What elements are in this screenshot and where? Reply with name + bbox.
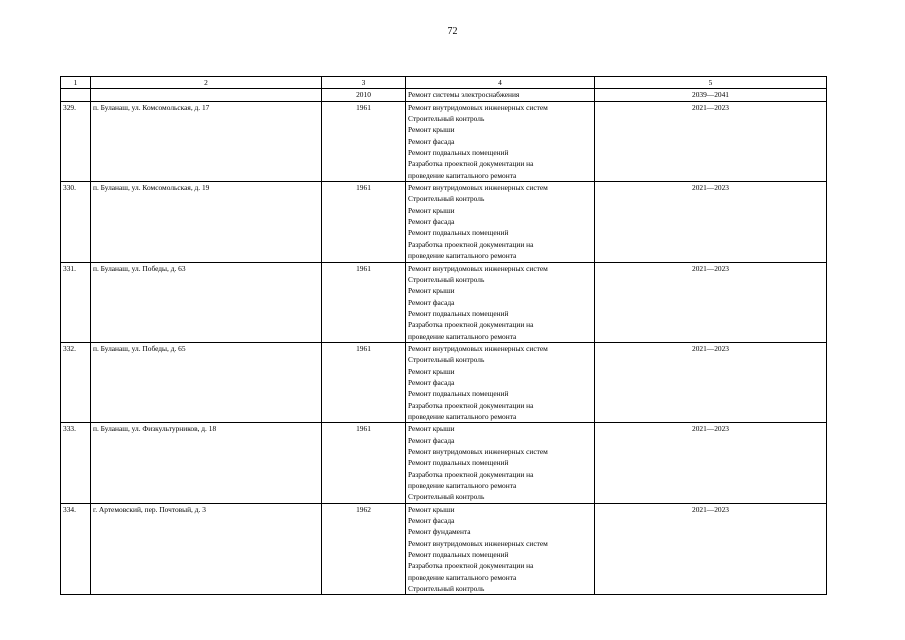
work-item: Ремонт подвальных помещений [408,148,509,158]
work-item: Ремонт крыши [408,366,455,376]
table-row [61,101,827,181]
work-item: Строительный контроль [408,274,485,284]
period-cell: 2021—2023 [595,101,827,181]
column-number-2: 2 [91,77,322,89]
continuation-year-cell: 2010 [322,89,406,101]
address-cell: п. Буланаш, ул. Физкультурников, д. 18 [91,423,322,503]
year-cell: 1961 [322,342,406,422]
work-item: Ремонт фасада [408,217,455,227]
column-number-1: 1 [61,77,91,89]
table-row [61,342,827,422]
period-cell: 2021—2023 [595,262,827,342]
column-number-5: 5 [595,77,827,89]
work-item: Разработка проектной документации на [408,400,534,410]
table-row [61,262,827,342]
works-cell [406,503,595,595]
work-item: Строительный контроль [408,492,485,502]
column-number-row [61,77,827,89]
year-cell: 1961 [322,423,406,503]
work-item: Ремонт внутридомовых инженерных систем [408,343,548,353]
work-item: Строительный контроль [408,114,485,124]
work-item: Разработка проектной документации на [408,561,534,571]
work-item: Разработка проектной документации на [408,239,534,249]
page-number: 72 [447,26,458,37]
works-cell [406,342,595,422]
work-item: Ремонт фасада [408,435,455,445]
work-item: Строительный контроль [408,194,485,204]
row-number-cell: 332. [61,342,91,422]
address-cell: п. Буланаш, ул. Победы, д. 63 [91,262,322,342]
work-item: Ремонт подвальных помещений [408,550,509,560]
work-item: Ремонт крыши [408,424,455,434]
work-item: проведение капитального ремонта [408,331,517,341]
work-item: проведение капитального ремонта [408,251,517,261]
period-cell: 2021—2023 [595,503,827,595]
continuation-num-cell [61,89,91,101]
continuation-period-cell: 2039—2041 [595,89,827,101]
work-item: Ремонт внутридомовых инженерных систем [408,538,548,548]
year-cell: 1961 [322,182,406,262]
work-item: Ремонт фасада [408,297,455,307]
works-cell [406,262,595,342]
work-item: проведение капитального ремонта [408,411,517,421]
work-item: Разработка проектной документации на [408,469,534,479]
work-item: проведение капитального ремонта [408,170,517,180]
address-cell: п. Буланаш, ул. Комсомольская, д. 19 [91,182,322,262]
work-item: Разработка проектной документации на [408,320,534,330]
work-item: Ремонт внутридомовых инженерных систем [408,447,548,456]
work-item: проведение капитального ремонта [408,572,517,582]
continuation-work-cell: Ремонт системы электроснабжения [406,89,595,101]
table-row [61,503,827,595]
table-row [61,423,827,503]
column-number-3: 3 [322,77,406,89]
work-item: Ремонт подвальных помещений [408,308,509,318]
year-cell: 1961 [322,262,406,342]
row-number-cell: 329. [61,101,91,181]
works-cell [406,182,595,262]
row-number-cell: 330. [61,182,91,262]
work-item: Ремонт фасада [408,377,455,387]
year-cell: 1961 [322,101,406,181]
table-row [61,182,827,262]
address-cell: п. Буланаш, ул. Комсомольская, д. 17 [91,101,322,181]
work-item: Ремонт внутридомовых инженерных систем [408,183,548,193]
row-number-cell: 333. [61,423,91,503]
year-cell: 1962 [322,503,406,595]
work-item: Ремонт фасада [408,516,455,526]
work-item: Ремонт крыши [408,504,455,514]
work-item: Ремонт подвальных помещений [408,458,509,468]
work-item: Ремонт фундамента [408,527,471,537]
row-number-cell: 331. [61,262,91,342]
period-cell: 2021—2023 [595,182,827,262]
work-item: Ремонт подвальных помещений [408,389,509,399]
continuation-address-cell [91,89,322,101]
work-item: Ремонт внутридомовых инженерных систем [408,102,548,112]
work-item: Ремонт крыши [408,286,455,296]
work-item: Строительный контроль [408,355,485,365]
address-cell: п. Буланаш, ул. Победы, д. 65 [91,342,322,422]
works-cell [406,423,595,503]
column-number-4: 4 [406,77,595,89]
works-cell [406,101,595,181]
period-cell: 2021—2023 [595,342,827,422]
period-cell: 2021—2023 [595,423,827,503]
repair-schedule-table [60,76,827,595]
work-item: Строительный контроль [408,584,485,594]
work-item: Ремонт крыши [408,125,455,135]
continuation-row [61,89,827,101]
row-number-cell: 334. [61,503,91,595]
work-item: проведение капитального ремонта [408,481,517,491]
work-item: Ремонт внутридомовых инженерных систем [408,263,548,273]
work-item: Разработка проектной документации на [408,159,534,169]
work-item: Ремонт подвальных помещений [408,228,509,238]
table-body [61,77,827,595]
work-item: Ремонт фасада [408,136,455,146]
address-cell: г. Артемовский, пер. Почтовый, д. 3 [91,503,322,595]
work-item: Ремонт крыши [408,205,455,215]
